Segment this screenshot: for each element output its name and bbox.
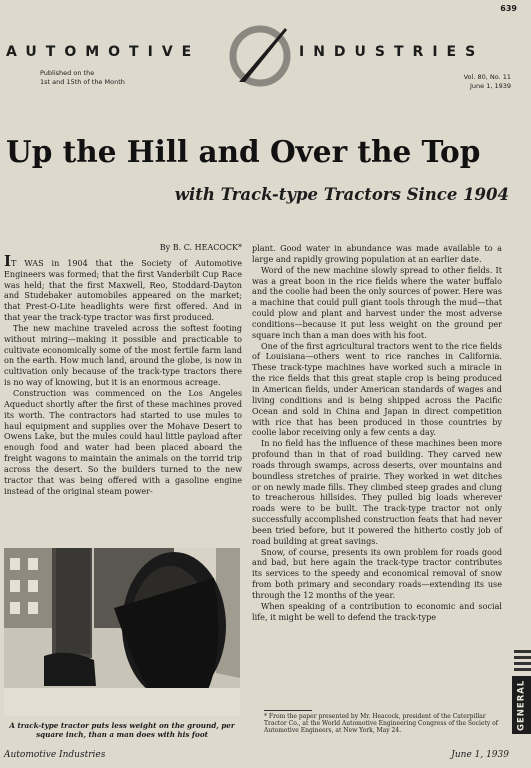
footer-magazine-name: Automotive Industries bbox=[4, 750, 106, 760]
section-tab-general: GENERAL bbox=[512, 676, 531, 734]
masthead-left: AUTOMOTIVE bbox=[6, 44, 201, 60]
footnote-divider bbox=[264, 710, 312, 711]
magazine-logo-icon bbox=[225, 24, 295, 88]
paragraph: In no field has the influence of these machines been more profound than in that of road building. They carved new roads through swamps, across deserts, over mountains and boundless stretches of prairie. They worked in wet ditches or on newly made fills. They climbed steep grades and clung to treacherous hillsides. They pulled big loads wherever roads were to be built. The track-type tractor not only successfully accomplished construction feats that had never been tried before, but it powered the hitherto costly job of road building at great savings. bbox=[252, 438, 502, 546]
right-column bbox=[252, 243, 502, 623]
article-title: Up the Hill and Over the Top bbox=[6, 134, 481, 169]
page-number: 639 bbox=[500, 4, 517, 13]
paragraph: Construction was commenced on the Los Angeles Aqueduct shortly after the first of these machines proved its worth. The contractors had started to use mules to haul equipment and supplies over the Mohave Desert to Owens Lake, but the mules could haul little payload after enough food and water had been placed aboard the freight wagons to maintain the animals on the torrid trip across the desert. So the builders turned to the new tractor that was being offered with a gasoline engine instead of the original steam power- bbox=[4, 387, 242, 496]
photo-caption: A track-type tractor puts less weight on the ground, per square inch, than a man does with his foot bbox=[9, 721, 235, 739]
article-subtitle: with Track-type Tractors Since 1904 bbox=[174, 185, 509, 204]
footnote: * From the paper presented by Mr. Heacock, president of the Caterpillar Tractor Co., at the World Automotive Engineering Congress of the Society of Automotive Engineers, at New York, May 24. bbox=[264, 713, 498, 735]
publication-note: Published on the 1st and 15th of the Month bbox=[40, 69, 125, 86]
drop-cap: I bbox=[4, 251, 12, 270]
paragraph: Snow, of course, presents its own problem for roads good and bad, but here again the track-type tractor contributes its services to the speedy and economical removal of snow from both primary and secondary roads—extending its use through the 12 months of the year. bbox=[252, 546, 502, 600]
masthead-right: INDUSTRIES bbox=[299, 44, 485, 60]
paragraph: When speaking of a contribution to economic and social life, it might be well to defend the track-type bbox=[252, 600, 502, 622]
paragraph: The new machine traveled across the softest footing without miring—making it possible and practicable to cultivate economically some of the most fertile farm land on the earth. How much land, around the globe, is now in cultivation only because of the track-type tractors there is no way of knowing, but it is an enormous acreage. bbox=[4, 322, 242, 388]
paragraph: One of the first agricultural tractors went to the rice fields of Louisiana—others went to rice ranches in California. These track-type machines have worked such a miracle in the rice fields that this great staple crop is being produced in American fields, under American standards of wages and living conditions and is being shipped across the Pacific Ocean and sold in China and Japan in direct competition with rice that has been produced in those countries by coolie labor receiving only a few cents a day. bbox=[252, 340, 502, 438]
volume-info: Vol. 80, No. 11 June 1, 1939 bbox=[463, 73, 511, 90]
paragraph: IT WAS in 1904 that the Society of Automotive Engineers was formed; that the first Vanderbilt Cup Race was held; that the first Maxwell, Reo, Stoddard-Dayton and Studebaker automobiles appeared on the market; that Prest-O-Lite headlights were first offered. And in that year the track-type tractor was first produced. bbox=[4, 251, 242, 323]
section-tab-stripes bbox=[514, 650, 531, 674]
left-column bbox=[4, 243, 242, 496]
paragraph: Word of the new machine slowly spread to other fields. It was a great boon in the rice fields where the water buffalo and the coolie had been the only sources of power. Here was a machine that could pull giant tools through the mud—that could plow and plant and harvest under the most adverse conditions—because it put less weight on the ground per square inch than a man does with his foot. bbox=[252, 264, 502, 340]
paragraph: plant. Good water in abundance was made available to a large and rapidly growing population at an earlier date. bbox=[252, 243, 502, 264]
byline: By B. C. HEACOCK* bbox=[159, 243, 242, 252]
tractor-track-photo bbox=[4, 548, 240, 716]
footer-date: June 1, 1939 bbox=[451, 750, 509, 760]
